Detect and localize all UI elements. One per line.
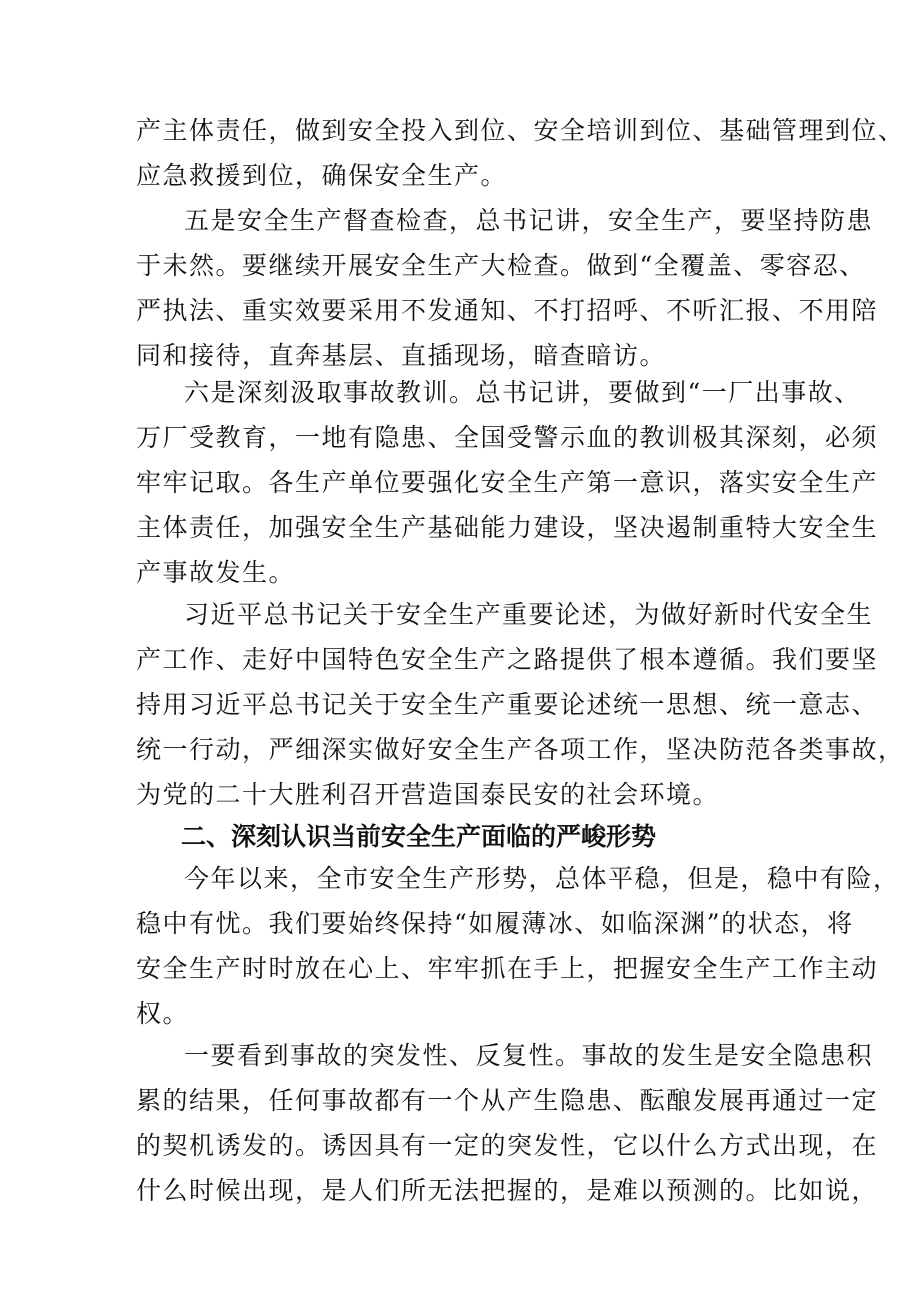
- text-line: 六是深刻汲取事故教训。总书记讲，要做到“一厂出事故、: [184, 378, 861, 407]
- text-line: 统一行动，严细深实做好安全生产各项工作，坚决防范各类事故，: [136, 735, 905, 764]
- text-line: 累的结果，任何事故都有一个从产生隐患、酝酿发展再通过一定: [136, 1086, 879, 1115]
- text-line: 产工作、走好中国特色安全生产之路提供了根本遵循。我们要坚: [136, 645, 879, 674]
- text-line: 习近平总书记关于安全生产重要论述，为做好新时代安全生: [184, 600, 874, 629]
- text-line: 安全生产时时放在心上、牢牢抓在手上，把握安全生产工作主动: [136, 954, 879, 983]
- text-line: 于未然。要继续开展安全生产大检查。做到“全覆盖、零容忍、: [136, 251, 866, 280]
- text-line: 产事故发生。: [136, 558, 296, 587]
- text-line: 产主体责任，做到安全投入到位、安全培训到位、基础管理到位、: [136, 116, 905, 145]
- text-line: 持用习近平总书记关于安全生产重要论述统一思想、统一意志、: [136, 690, 879, 719]
- text-line: 五是安全生产督查检查，总书记讲，安全生产，要坚持防患: [184, 206, 874, 235]
- text-line: 一要看到事故的突发性、反复性。事故的发生是安全隐患积: [184, 1041, 874, 1070]
- text-line: 主体责任，加强安全生产基础能力建设，坚决遏制重特大安全生: [136, 513, 879, 542]
- section-heading: 二、深刻认识当前安全生产面临的严峻形势: [181, 822, 657, 851]
- text-line: 稳中有忧。我们要始终保持“如履薄冰、如临深渊”的状态，将: [136, 909, 854, 938]
- text-line: 严执法、重实效要采用不发通知、不打招呼、不听汇报、不用陪: [136, 296, 879, 325]
- text-line: 什么时候出现，是人们所无法把握的，是难以预测的。比如说，: [136, 1176, 879, 1205]
- text-line: 牢牢记取。各生产单位要强化安全生产第一意识，落实安全生产: [136, 468, 879, 497]
- text-line: 同和接待，直奔基层、直插现场，暗查暗访。: [136, 341, 667, 370]
- text-line: 应急救援到位，确保安全生产。: [136, 161, 508, 190]
- text-line: 为党的二十大胜利召开营造国泰民安的社会环境。: [136, 780, 720, 809]
- text-line: 万厂受教育，一地有隐患、全国受警示血的教训极其深刻，必须: [136, 423, 879, 452]
- text-line: 今年以来，全市安全生产形势，总体平稳，但是，稳中有险，: [184, 864, 900, 893]
- text-line: 权。: [136, 999, 190, 1028]
- text-line: 的契机诱发的。诱因具有一定的突发性，它以什么方式出现，在: [136, 1131, 879, 1160]
